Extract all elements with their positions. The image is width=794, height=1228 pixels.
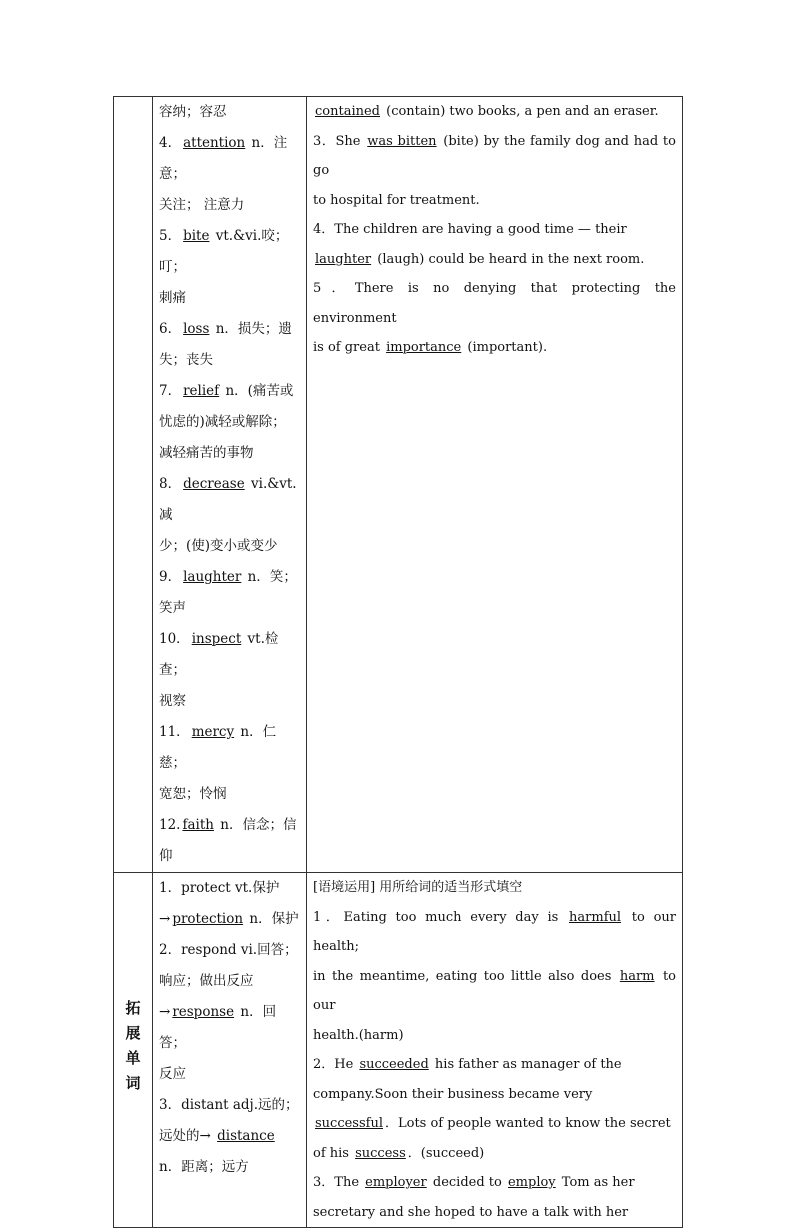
- list-item: [313, 962, 676, 1021]
- list-item: [313, 1021, 676, 1051]
- list-item: [313, 215, 676, 245]
- item-text: 响应；做出反应: [159, 973, 254, 989]
- list-item: [159, 190, 300, 221]
- answer-word: contained: [315, 104, 380, 119]
- list-item: [159, 1121, 300, 1152]
- answer-word: response: [172, 1004, 235, 1020]
- list-item: [159, 1059, 300, 1090]
- item-text: n．损失；遗: [211, 321, 292, 337]
- item-text: 10．: [159, 631, 190, 647]
- list-item: [159, 873, 300, 904]
- item-text: 视察: [159, 693, 186, 709]
- answer-word: was bitten: [367, 133, 437, 149]
- item-text: of his: [313, 1145, 354, 1161]
- item-text: vt.检查；: [159, 631, 279, 678]
- answer-word: relief: [183, 383, 220, 399]
- word-list: [153, 97, 306, 872]
- list-item: [159, 593, 300, 624]
- item-text: 忧虑的)减轻或解除；: [159, 414, 286, 430]
- list-item: [159, 904, 300, 935]
- answer-word: laughter: [183, 569, 242, 585]
- item-text: 减轻痛苦的事物: [159, 445, 254, 461]
- list-item: [159, 469, 300, 531]
- list-item: [159, 128, 300, 190]
- exercise-heading: [语境运用] 用所给词的适当形式填空: [313, 880, 523, 895]
- item-text: in the meantime, eating too little also does: [313, 968, 618, 984]
- item-text: 关注； 注意力: [159, 197, 245, 213]
- item-text: to our: [313, 968, 676, 1013]
- row-label: 拓展单词: [123, 1000, 142, 1100]
- item-text: secretary and she hoped to have a talk with her: [313, 1204, 629, 1220]
- item-text: 笑声: [159, 600, 186, 616]
- item-text: to hospital for treatment.: [313, 192, 480, 208]
- item-text: 2．He: [313, 1057, 358, 1072]
- list-item: [313, 127, 676, 186]
- item-text: 8．: [159, 476, 182, 492]
- list-item: [159, 562, 300, 593]
- row-label-cell: [114, 873, 153, 1228]
- item-text: n．注意；: [159, 135, 288, 182]
- item-text: 7．: [159, 383, 182, 399]
- item-text: n．仁慈；: [159, 724, 277, 771]
- item-text: n．距离；远方: [159, 1159, 249, 1175]
- item-text: →: [159, 1004, 171, 1020]
- answer-word: harm: [619, 968, 655, 984]
- item-text: 容纳；容忍: [159, 104, 227, 120]
- word-list-cell: [153, 97, 307, 873]
- item-text: health.(harm): [313, 1027, 404, 1043]
- item-text: decided to: [428, 1175, 506, 1190]
- item-text: 9．: [159, 569, 182, 585]
- list-item: [313, 1198, 676, 1228]
- answer-word: succeeded: [359, 1057, 429, 1072]
- item-text: 3．distant adj.远的；: [159, 1097, 299, 1113]
- row-label-cell: [114, 97, 153, 873]
- table-row: [114, 873, 683, 1228]
- list-item: [159, 624, 300, 686]
- item-text: 4．The children are having a good time — their: [313, 222, 627, 237]
- item-text: 5．: [159, 228, 182, 244]
- list-item: [159, 686, 300, 717]
- list-item: [159, 345, 300, 376]
- answer-word: mercy: [191, 724, 235, 740]
- item-text: is of great: [313, 340, 385, 355]
- list-item: [159, 531, 300, 562]
- list-item: [159, 97, 300, 128]
- item-text: 反应: [159, 1066, 186, 1082]
- exercise-cell: [307, 873, 683, 1228]
- list-item: [159, 1152, 300, 1183]
- word-list-cell: [153, 873, 307, 1228]
- item-text: company.Soon their business became very: [313, 1086, 593, 1102]
- list-item: [313, 274, 676, 333]
- answer-word: protection: [172, 911, 244, 927]
- item-text: n．(痛苦或: [221, 383, 294, 399]
- list-item: [159, 717, 300, 779]
- answer-word: bite: [183, 228, 210, 244]
- list-item: [313, 97, 676, 127]
- list-item: [159, 376, 300, 407]
- item-text: ．Lots of people wanted to know the secret: [384, 1116, 671, 1131]
- answer-word: laughter: [315, 251, 372, 267]
- answer-word: attention: [183, 135, 246, 151]
- item-text: 宽恕；怜悯: [159, 786, 227, 802]
- list-item: [313, 903, 676, 962]
- list-item: [159, 841, 300, 872]
- item-text: n．保护: [245, 911, 299, 927]
- item-text: to our health;: [313, 909, 676, 954]
- list-item: [159, 314, 300, 345]
- list-item: [313, 1139, 676, 1169]
- item-text: (important).: [463, 340, 548, 355]
- list-item: [159, 997, 300, 1059]
- item-text: 失；丧失: [159, 352, 213, 368]
- exercise-list: [307, 97, 682, 363]
- item-text: 12.: [159, 817, 181, 833]
- item-text: 3．The: [313, 1175, 364, 1190]
- list-item: [159, 283, 300, 314]
- answer-word: loss: [183, 321, 210, 337]
- item-text: Tom as her: [557, 1175, 635, 1190]
- item-text: 4．: [159, 135, 182, 151]
- exercise-list: [307, 873, 682, 1227]
- item-text: n．回答；: [159, 1004, 277, 1051]
- list-item: [313, 1050, 676, 1080]
- word-list: [153, 873, 306, 1183]
- answer-word: successful: [315, 1116, 383, 1131]
- list-item: [313, 1080, 676, 1110]
- item-text: n．信念；信: [215, 817, 297, 833]
- list-item: [159, 221, 300, 283]
- item-text: →: [159, 911, 171, 927]
- item-text: 仰: [159, 848, 173, 864]
- list-item: [313, 186, 676, 216]
- item-text: (contain) two books, a pen and an eraser.: [382, 104, 659, 119]
- list-item: [313, 1168, 676, 1198]
- answer-word: decrease: [183, 476, 245, 492]
- answer-word: inspect: [191, 631, 242, 647]
- list-item: [313, 245, 676, 275]
- answer-word: harmful: [569, 909, 622, 925]
- item-text: 刺痛: [159, 290, 186, 306]
- list-item: [159, 966, 300, 997]
- table-row: [114, 97, 683, 873]
- item-text: (bite) by the family dog and had to go: [313, 133, 676, 178]
- item-text: n．笑；: [243, 569, 297, 585]
- item-text: 11．: [159, 724, 190, 740]
- list-item: [159, 810, 300, 841]
- item-text: 1．Eating too much every day is: [313, 909, 568, 925]
- item-text: 6．: [159, 321, 182, 337]
- answer-word: success: [355, 1145, 406, 1161]
- list-item: [313, 333, 676, 363]
- item-text: his father as manager of the: [430, 1057, 622, 1072]
- list-item: [159, 935, 300, 966]
- item-text: (laugh) could be heard in the next room.: [373, 251, 645, 267]
- list-item: [159, 779, 300, 810]
- item-text: vi.&vt.减: [159, 476, 297, 523]
- item-text: 少；(使)变小或变少: [159, 538, 278, 554]
- item-text: 1．protect vt.保护: [159, 880, 280, 896]
- item-text: vt.&vi.咬；叮；: [159, 228, 289, 275]
- list-item: [159, 438, 300, 469]
- item-text: 2．respond vi.回答；: [159, 942, 298, 958]
- list-item: [313, 1109, 676, 1139]
- list-item: [159, 407, 300, 438]
- item-text: 5．There is no denying that protecting the environment: [313, 281, 676, 326]
- answer-word: importance: [386, 340, 462, 355]
- answer-word: employ: [507, 1175, 556, 1190]
- answer-word: faith: [182, 817, 214, 833]
- item-text: 远处的→: [159, 1128, 216, 1144]
- item-text: 3．She: [313, 133, 366, 149]
- vocabulary-table: [113, 96, 683, 1228]
- item-text: ．(succeed): [407, 1145, 485, 1161]
- answer-word: employer: [365, 1175, 427, 1190]
- list-item: [159, 1090, 300, 1121]
- answer-word: distance: [217, 1128, 275, 1144]
- exercise-cell: [307, 97, 683, 873]
